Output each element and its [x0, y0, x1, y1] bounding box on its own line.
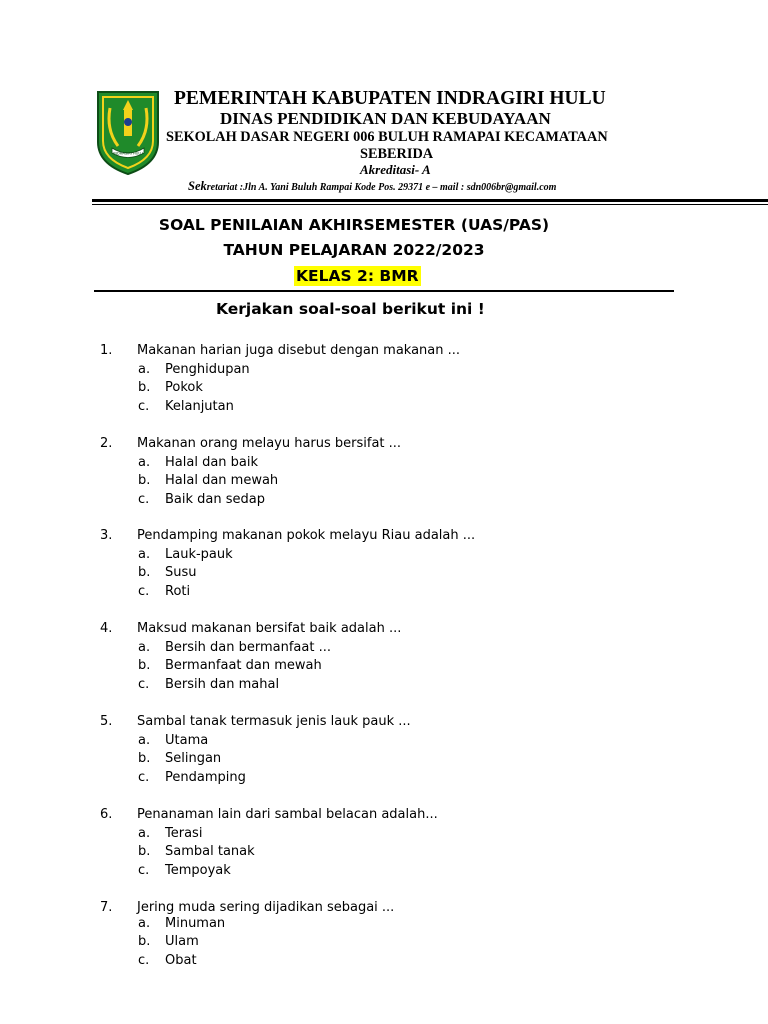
- option-text: Pendamping: [165, 770, 246, 785]
- question-number: 1.: [100, 343, 113, 358]
- option-text: Minuman: [165, 916, 226, 931]
- letterhead-thick-rule: [92, 199, 768, 202]
- question-number: 3.: [100, 528, 113, 543]
- question-number: 7.: [100, 900, 113, 915]
- option-letter: c.: [138, 399, 150, 414]
- academic-year: TAHUN PELAJARAN 2022/2023: [223, 241, 485, 259]
- question-number: 4.: [100, 621, 113, 636]
- option-letter: a.: [138, 640, 151, 655]
- exam-title: SOAL PENILAIAN AKHIRSEMESTER (UAS/PAS): [158, 216, 550, 234]
- option-text: Selingan: [165, 751, 222, 766]
- option-text: Bersih dan bermanfaat ...: [165, 640, 331, 655]
- instruction-text: Kerjakan soal-soal berikut ini !: [216, 300, 485, 318]
- question-text: Jering muda sering dijadikan sebagai ...: [137, 900, 395, 915]
- option-text: Lauk-pauk: [165, 547, 233, 562]
- option-text: Susu: [165, 565, 197, 580]
- question-text: Makanan orang melayu harus bersifat ...: [137, 436, 402, 451]
- letterhead-address: [188, 179, 556, 194]
- option-letter: b.: [138, 751, 151, 766]
- option-letter: b.: [138, 934, 151, 949]
- option-text: Sambal tanak: [165, 844, 255, 859]
- letterhead-government: PEMERINTAH KABUPATEN INDRAGIRI HULU: [174, 88, 606, 109]
- question-number: 5.: [100, 714, 113, 729]
- letterhead-district: SEBERIDA: [360, 146, 434, 162]
- letterhead-department: DINAS PENDIDIKAN DAN KEBUDAYAAN: [220, 109, 551, 128]
- option-text: Halal dan mewah: [165, 473, 279, 488]
- question-text: Sambal tanak termasuk jenis lauk pauk ...: [137, 714, 411, 729]
- option-text: Tempoyak: [165, 863, 231, 878]
- option-text: Halal dan baik: [165, 455, 259, 470]
- option-text: Baik dan sedap: [165, 492, 265, 507]
- option-text: Bermanfaat dan mewah: [165, 658, 322, 673]
- address-text: retariat :Jln A. Yani Buluh Rampai Kode Pos. 29371 e – mail : sdn006br@gmail.com: [206, 182, 557, 193]
- option-text: Terasi: [165, 826, 203, 841]
- option-text: Penghidupan: [165, 362, 250, 377]
- option-text: Bersih dan mahal: [165, 677, 280, 692]
- logo-ribbon-text: INDRAGIRI HULU: [113, 151, 143, 156]
- option-letter: b.: [138, 658, 151, 673]
- question-text: Pendamping makanan pokok melayu Riau adalah ...: [137, 528, 476, 543]
- option-letter: c.: [138, 492, 150, 507]
- option-text: Obat: [165, 953, 197, 968]
- option-text: Pokok: [165, 380, 203, 395]
- option-letter: b.: [138, 380, 151, 395]
- option-letter: c.: [138, 584, 150, 599]
- question-text: Makanan harian juga disebut dengan makanan ...: [137, 343, 461, 358]
- option-text: Ulam: [165, 934, 199, 949]
- option-letter: c.: [138, 677, 150, 692]
- option-letter: a.: [138, 362, 151, 377]
- option-letter: c.: [138, 953, 150, 968]
- class-label-highlight: KELAS 2: BMR: [296, 267, 419, 285]
- question-text: Penanaman lain dari sambal belacan adalah...: [137, 807, 438, 822]
- option-letter: a.: [138, 455, 151, 470]
- regency-emblem-logo: [94, 88, 162, 176]
- option-letter: b.: [138, 565, 151, 580]
- letterhead-accreditation: Akreditasi- A: [360, 162, 431, 177]
- question-text: Maksud makanan bersifat baik adalah ...: [137, 621, 402, 636]
- option-text: Roti: [165, 584, 191, 599]
- option-letter: b.: [138, 844, 151, 859]
- option-letter: c.: [138, 770, 150, 785]
- option-letter: b.: [138, 473, 151, 488]
- option-letter: c.: [138, 863, 150, 878]
- option-letter: a.: [138, 547, 151, 562]
- question-number: 6.: [100, 807, 113, 822]
- letterhead-school: SEKOLAH DASAR NEGERI 006 BULUH RAMAPAI KECAMATAAN: [166, 129, 608, 145]
- option-text: Kelanjutan: [165, 399, 234, 414]
- title-rule: [94, 290, 674, 292]
- option-text: Utama: [165, 733, 209, 748]
- option-letter: a.: [138, 826, 151, 841]
- address-prefix: Sek: [188, 179, 207, 193]
- option-letter: a.: [138, 916, 151, 931]
- option-letter: a.: [138, 733, 151, 748]
- question-number: 2.: [100, 436, 113, 451]
- letterhead-thin-rule: [92, 204, 768, 205]
